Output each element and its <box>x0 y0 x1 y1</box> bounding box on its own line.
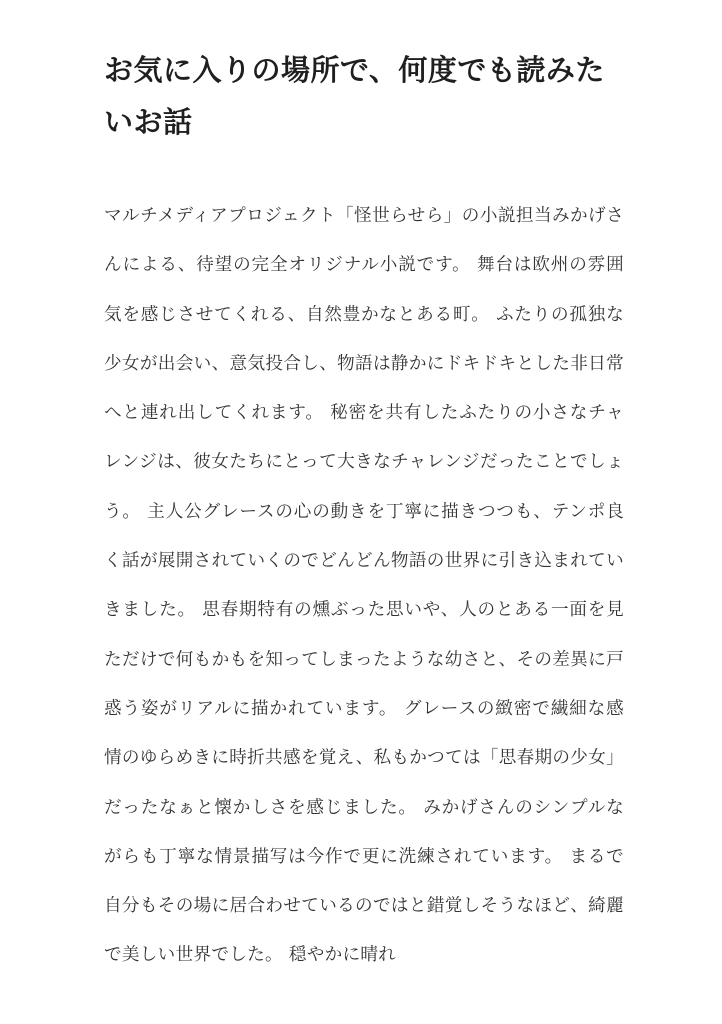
article <box>104 0 624 966</box>
article-body: マルチメディアプロジェクト「怪世らせら」の小説担当みかげさんによる、待望の完全オリジナル小説です。 舞台は欧州の雰囲気を感じさせてくれる、自然豊かなとある町。 ふたりの孤独な少女が出会い、意気投合し、物語は静かにドキドキとした非日常へと連れ出してくれます。 秘密を共有したふたりの小さなチャレンジは、彼女たちにとって大きなチャレンジだったことでしょう。 主人公グレースの心の動きを丁寧に描きつつも、テンポ良く話が展開されていくのでどんどん物語の世界に引き込まれていきました。 思春期特有の燻ぶった思いや、人のとある一面を見ただけで何もかもを知ってしまったような幼さと、その差異に戸惑う姿がリアルに描かれています。 グレースの緻密で繊細な感情のゆらめきに時折共感を覚え、私もかつては「思春期の少女」だったなぁと懐かしさを感じました。 みかげさんのシンプルながらも丁寧な情景描写は今作で更に洗練されています。 まるで自分もその場に居合わせているのではと錯覚しそうなほど、綺麗で美しい世界でした。 穏やかに晴れ <box>104 206 624 966</box>
article-title: お気に入りの場所で、何度でも読みたいお話 <box>104 53 605 139</box>
